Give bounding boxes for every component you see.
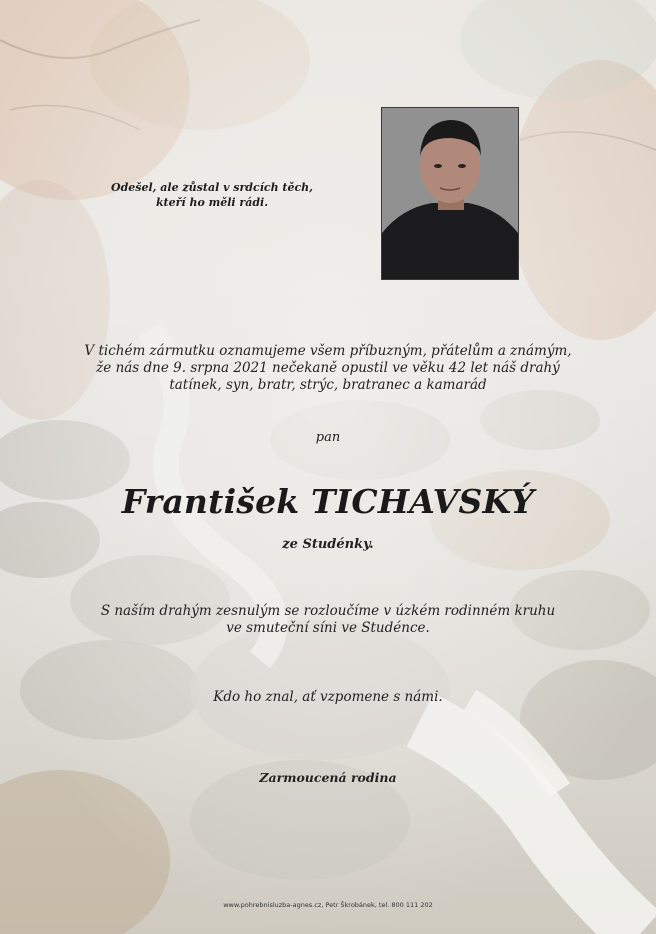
origin: ze Studénky. bbox=[282, 537, 374, 552]
motto-line: kteří ho měli rádi. bbox=[155, 196, 269, 209]
motto bbox=[72, 180, 352, 210]
farewell-notice bbox=[0, 603, 656, 637]
announcement-line: tatínek, syn, bratr, strýc, bratranec a kamarád bbox=[169, 377, 487, 393]
announcement-line: že nás dne 9. srpna 2021 nečekaně opustil ve věku 42 let náš drahý bbox=[96, 360, 560, 376]
motto-line: Odešel, ale zůstal v srdcích těch, bbox=[111, 181, 313, 194]
portrait-image bbox=[382, 108, 518, 279]
farewell-line: S naším drahým zesnulým se rozloučíme v úzkém rodinném kruhu bbox=[100, 603, 556, 619]
remember-line: Kdo ho znal, ať vzpomene s námi. bbox=[213, 689, 443, 705]
deceased-name: František TICHAVSKÝ bbox=[121, 482, 535, 521]
announcement-line: V tichém zármutku oznamujeme všem příbuzným, přátelům a známým, bbox=[84, 343, 572, 359]
funeral-service-footer: www.pohrebnisluzba-agnes.cz, Petr Škrobánek, tel. 800 111 202 bbox=[223, 901, 433, 909]
honorific: pan bbox=[315, 430, 341, 445]
portrait-photo bbox=[381, 107, 519, 280]
farewell-line: ve smuteční síni ve Studénce. bbox=[226, 620, 430, 636]
announcement bbox=[0, 343, 656, 394]
signature: Zarmoucená rodina bbox=[259, 770, 397, 785]
